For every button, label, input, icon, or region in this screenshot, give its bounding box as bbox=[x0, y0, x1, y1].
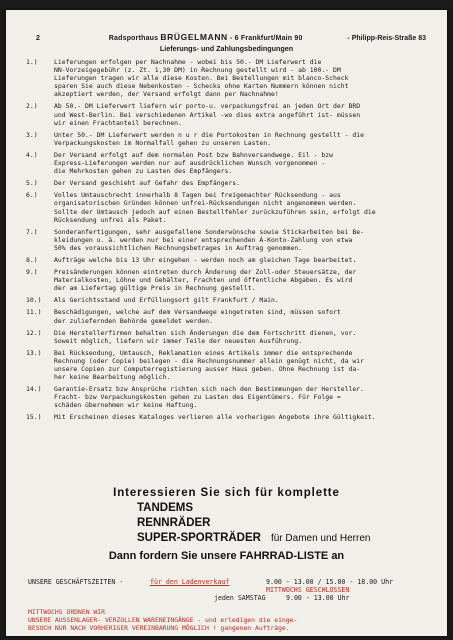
clause-number: 6.) bbox=[26, 191, 38, 200]
company-line bbox=[72, 32, 339, 42]
clause-number: 8.) bbox=[26, 255, 38, 264]
promo-item-name: RENNRÄDER bbox=[137, 517, 211, 529]
terms-clause bbox=[26, 329, 430, 345]
saturday-label: jeden SAMSTAG bbox=[214, 594, 266, 602]
wednesday-closed: MITTWOCHS GESCHLOSSEN bbox=[266, 586, 350, 594]
clause-text: Bei Rücksendung, Umtausch, Reklamation eines Artikels immer die entsprechende Rechnung (oder Copie) beilegen - die Rechnungsnummer allein genügt nicht, da wir unsere Copien zur Computerregistierung ausser Haus geben. Ohne Rechnung ist da- her keine Bearbeitung möglich. bbox=[54, 348, 365, 382]
page-subtitle: Lieferungs- und Zahlungsbedingungen bbox=[159, 44, 294, 53]
clause-number: 1.) bbox=[26, 58, 38, 66]
clause-number: 4.) bbox=[26, 150, 38, 159]
company-street: - Philipp-Reis-Straße 83 bbox=[347, 35, 426, 42]
promo-item-suffix: für Damen und Herren bbox=[270, 533, 371, 544]
clause-text: Mit Erscheinen dieses Kataloges verlieren alle vorherigen Angebote ihre Gültigkeit. bbox=[54, 413, 376, 422]
clause-text: Sonderanfertigungen, sehr ausgefallene Sonderwünsche sowie Stickarbeiten bei Be- kleidungen u. ä. werden nur bei einer entsprechenden Á-Konto-Zahlung von etwa 50% des voraussichtlichen Rechnungsbetrages in Auftrag genommen. bbox=[54, 227, 365, 252]
promo-item-name: SUPER-SPORTRÄDER bbox=[137, 532, 261, 544]
company-city: - 6 Frankfurt/Main 90 bbox=[229, 35, 303, 42]
clause-text: Der Versand geschieht auf Gefahr des Empfängers. bbox=[54, 179, 241, 188]
terms-clause bbox=[26, 131, 430, 147]
clause-number: 12.) bbox=[26, 328, 42, 337]
clause-text: Als Gerichtsstand und Erfüllungsort gilt Frankfurt / Main. bbox=[54, 296, 279, 305]
clause-text: Garantie-Ersatz bzw Ansprüche richten sich nach den Bestimmungen der Hersteller. Fracht- bzw Verpackungskosten gehen zu Lasten des Eigentümers. Für Folge = schäden übernehmen wir keine Haftung. bbox=[54, 385, 365, 410]
hours-label: UNSERE GESCHÄFTSZEITEN - bbox=[28, 578, 124, 586]
clause-text: Volles Umtauschrecht innerhalb 8 Tagen bei freigemachter Rücksendung - aus organisatorischen Gründen können unfrei-Rücksendungen nicht angenommen werden. Sollte der Umtausch jedoch auf einen Bestellfehler zurückzuführen sein, erfolgt die Rücksendung unfrei als Paket. bbox=[54, 191, 376, 224]
clause-number: 13.) bbox=[26, 348, 42, 357]
terms-clause bbox=[26, 256, 430, 264]
terms-clause bbox=[26, 191, 430, 223]
terms-clause bbox=[26, 349, 430, 381]
clause-number: 3.) bbox=[26, 130, 38, 139]
clause-number: 11.) bbox=[26, 308, 42, 317]
clause-text: Lieferungen erfolgen per Nachnahme - wobei bis 50.- DM Lieferwert die NN-Vorzeigegebühr (z. Zt. 1,30 DM) in Rechnung gestellt wird - ab 100.- DM Lieferungen tragen wir alle diese Kosten. Bei Bestellungen mit blanco-Scheck sparen Sie auch diese Nebenkosten - Schecks ohne Karten Nummern können nicht akzeptiert werden, der Versand erfolgt dann per Nachnahme! bbox=[54, 58, 349, 99]
business-hours bbox=[28, 578, 428, 602]
promo-item bbox=[137, 531, 447, 546]
terms-clause bbox=[26, 179, 430, 187]
promo-block bbox=[6, 486, 447, 563]
terms-clause bbox=[26, 102, 430, 126]
clause-number: 2.) bbox=[26, 102, 38, 111]
clause-text: Ab 50.- DM Lieferwert liefern wir porto-u. verpackungsfrei an jeden Ort der BRD und West-Berlin. Bei verschiedenen Artikel -wo dies extra angeführt ist- müssen wir einen Frachtanteil berechnen. bbox=[54, 102, 361, 127]
clause-number: 9.) bbox=[26, 268, 38, 277]
clause-number: 10.) bbox=[26, 296, 42, 305]
clause-text: Die Herstellerfirmen behalten sich Änderungen die dem Fortschritt dienen, vor. Soweit möglich, liefern wir immer Teile der neuesten Ausführung. bbox=[54, 328, 357, 345]
store-label: für den Ladenverkauf bbox=[150, 578, 230, 586]
clause-number: 5.) bbox=[26, 179, 38, 188]
clause-number: 7.) bbox=[26, 227, 38, 236]
warehouse-note: MITTWOCHS ORDNEN WIR UNSERE AUSSENLAGER- VERZOLLEN WARENEINGÄNGE - und erledigen die einge- BESUCH NUR NACH VORHERIGER VEREINBARUNG MÖGLICH ! gangenen Aufträge. bbox=[28, 608, 298, 632]
weekday-times: 9.00 - 13.00 / 15.00 - 18.00 Uhr bbox=[266, 578, 394, 586]
page-number: 2 bbox=[36, 35, 40, 42]
clause-text: Unter 50.- DM Lieferwert werden n u r die Portokosten in Rechnung gestellt - die Verpackungskosten im Normalfall gehen zu unseren Lasten. bbox=[54, 130, 365, 147]
terms-clause bbox=[26, 385, 430, 409]
promo-item bbox=[137, 501, 447, 516]
company-name: BRÜGELMANN bbox=[160, 32, 228, 42]
terms-clause bbox=[26, 308, 430, 324]
terms-clause bbox=[26, 268, 430, 292]
clause-text: Aufträge welche bis 13 Uhr eingehen - werden noch am gleichen Tage bearbeitet. bbox=[54, 255, 357, 264]
clause-text: Der Versand erfolgt auf dem normalen Post bzw Bahnversandwege. Eil - bzw Express-Lieferungen werden nur auf ausdrücklichen Wunsch vorgenommen - die Mehrkosten gehen zu Lasten des Empfängers. bbox=[54, 150, 334, 176]
terms-clause bbox=[26, 58, 430, 98]
terms-clause bbox=[26, 228, 430, 252]
clause-number: 15.) bbox=[26, 413, 42, 422]
page-header bbox=[36, 32, 426, 42]
terms-clause bbox=[26, 151, 430, 175]
clause-text: Preisänderungen können eintreten durch Änderung der Zoll-oder Steuersätze, der Materialkosten, Löhne und Gehälter, Frachten und öffentliche Abgaben. Es wird der am Liefertag gültige Preis in Rechnung gestellt. bbox=[54, 268, 357, 293]
clause-text: Beschädigungen, welche auf dem Versandwege eingetreten sind, müssen sofort der zuliefernden Behörde gemeldet werden. bbox=[54, 308, 341, 325]
clause-number: 14.) bbox=[26, 385, 42, 394]
saturday-times: 9.00 - 13.00 Uhr bbox=[286, 594, 350, 602]
promo-cta: Dann fordern Sie unsere FAHRRAD-LISTE an bbox=[108, 550, 345, 562]
catalog-page bbox=[6, 10, 447, 636]
promo-intro: Interessieren Sie sich für komplette bbox=[113, 487, 340, 499]
promo-items bbox=[137, 501, 447, 546]
promo-item-name: TANDEMS bbox=[137, 502, 194, 514]
terms-list bbox=[26, 58, 430, 426]
terms-clause bbox=[26, 413, 430, 421]
terms-clause bbox=[26, 296, 430, 304]
company-prefix: Radsporthaus bbox=[108, 35, 159, 42]
promo-item bbox=[137, 516, 447, 531]
